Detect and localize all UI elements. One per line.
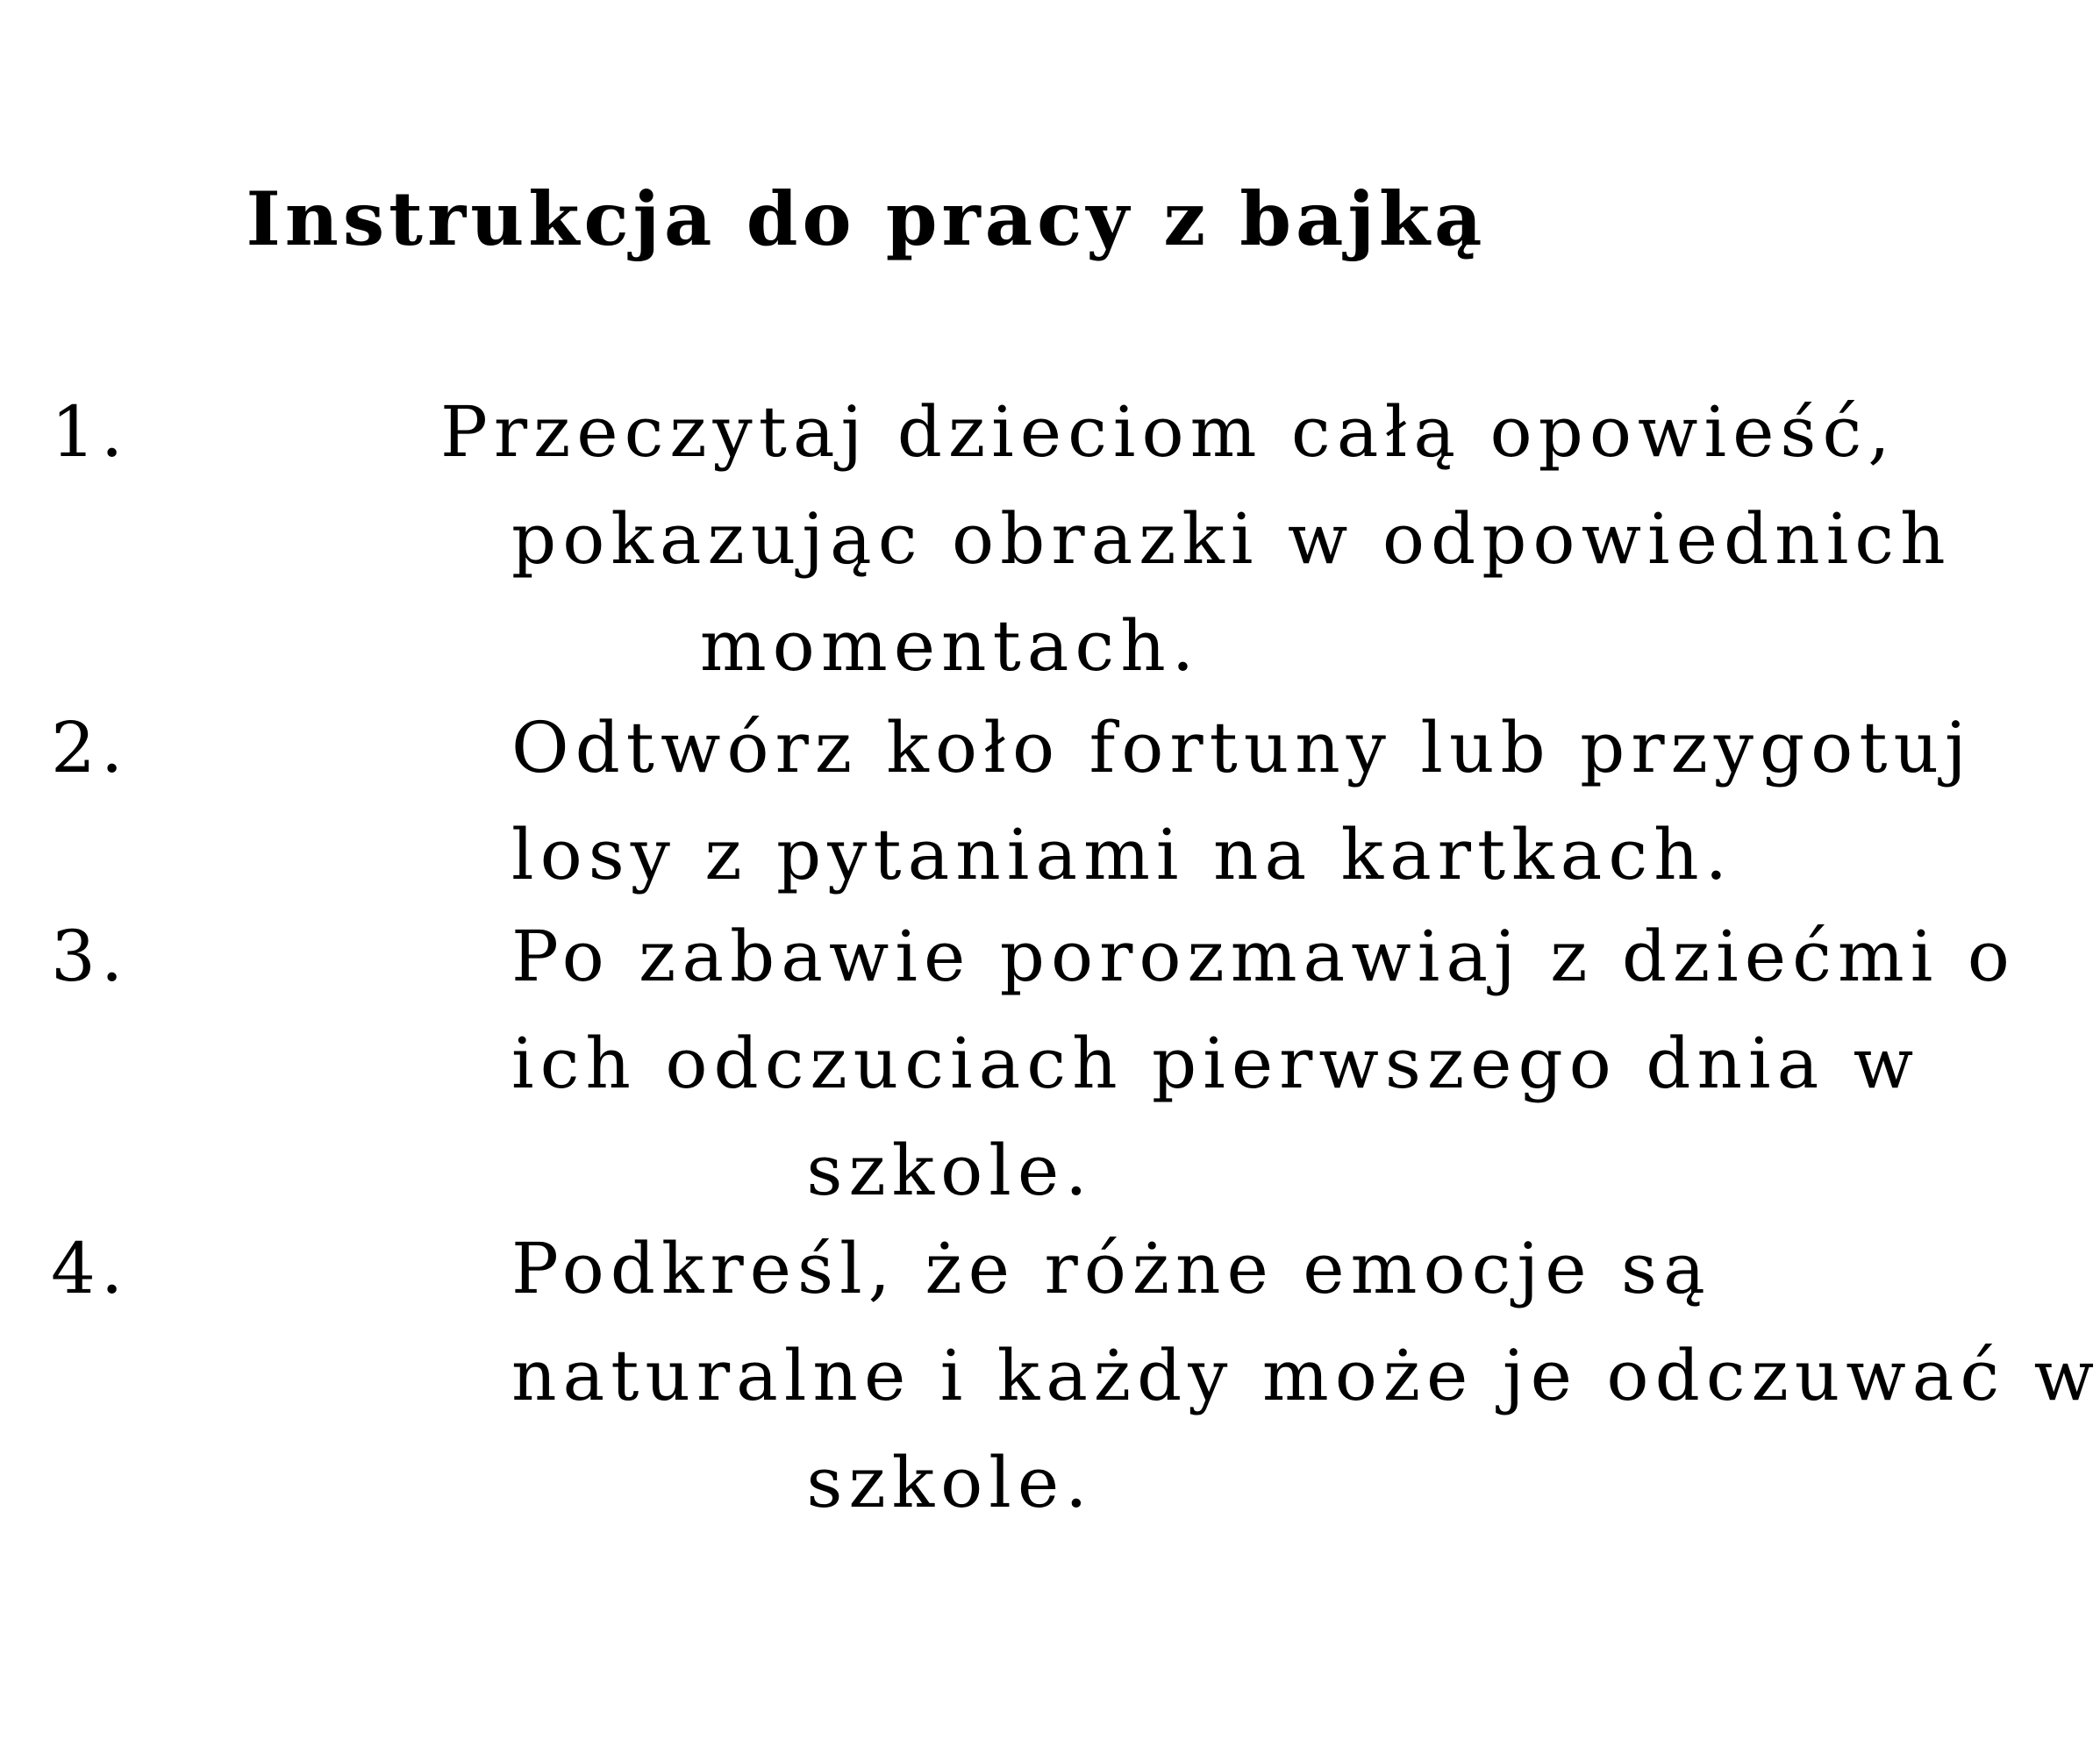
- list-item-text-line: momentach.: [699, 605, 1201, 687]
- list-item-number: 1.: [51, 391, 129, 473]
- list-item-number: 3.: [51, 916, 129, 997]
- list-item-text-line: losy z pytaniami na kartkach.: [511, 814, 1734, 895]
- list-item-text-line: szkole.: [806, 1130, 1094, 1211]
- list-item-number: 4.: [51, 1228, 129, 1309]
- list-item-text-line: naturalne i każdy może je odczuwać w: [511, 1335, 2100, 1416]
- list-item-text-line: Po zabawie porozmawiaj z dziećmi o: [511, 916, 2016, 997]
- list-item-text-line: Odtwórz koło fortuny lub przygotuj: [511, 707, 1973, 788]
- list-item-text-line: ich odczuciach pierwszego dnia w: [511, 1023, 1920, 1104]
- page-title: Instrukcja do pracy z bajką: [246, 175, 1487, 262]
- list-item-text-line: Podkreśl, że różne emocje są: [511, 1228, 1711, 1309]
- list-item-number: 2.: [51, 707, 129, 788]
- list-item-text-line: szkole.: [806, 1442, 1094, 1523]
- list-item-text-line: Przeczytaj dzieciom całą opowieść,: [440, 391, 1896, 473]
- list-item-text-line: pokazując obrazki w odpowiednich: [511, 498, 1952, 580]
